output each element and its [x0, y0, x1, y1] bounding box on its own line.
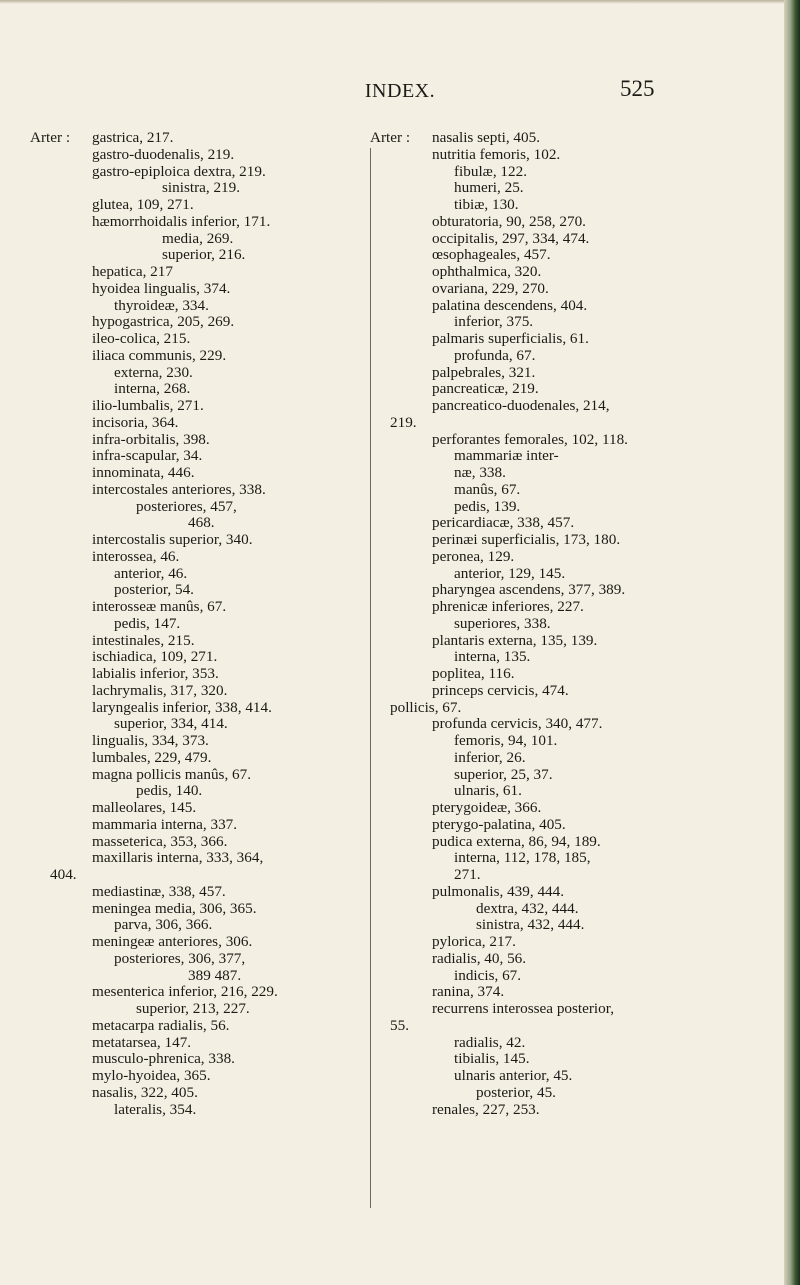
index-entry	[370, 214, 770, 231]
index-entry	[30, 934, 360, 951]
entry-text: obturatoria, 90, 258, 270.	[432, 212, 586, 230]
entry-text: nasalis, 322, 405.	[92, 1083, 198, 1101]
index-entry	[30, 834, 360, 851]
entry-text: indicis, 67.	[454, 966, 522, 984]
entry-text: laryngealis inferior, 338, 414.	[92, 698, 272, 716]
entry-text: meningeæ anteriores, 306.	[92, 933, 253, 950]
index-entry	[370, 917, 770, 934]
entry-text: ileo-colica, 215.	[92, 330, 191, 347]
index-entry	[30, 1051, 360, 1068]
entry-text: interna, 112, 178, 185,	[454, 849, 591, 867]
entry-text: infra-orbitalis, 398.	[92, 430, 210, 448]
index-entry	[370, 800, 770, 817]
entry-text: princeps cervicis, 474.	[432, 681, 569, 699]
entry-text: poplitea, 116.	[432, 665, 515, 682]
entry-text: ovariana, 229, 270.	[432, 279, 549, 297]
index-entry	[370, 197, 770, 214]
entry-text: masseterica, 353, 366.	[92, 832, 228, 850]
entry-text: pharyngea ascendens, 377, 389.	[432, 581, 626, 599]
index-entry	[370, 733, 770, 750]
entry-text: mediastinæ, 338, 457.	[92, 882, 226, 900]
index-entry	[30, 197, 360, 214]
index-entry	[370, 549, 770, 566]
entry-text: phrenicæ inferiores, 227.	[432, 598, 584, 615]
entry-text: renales, 227, 253.	[432, 1100, 540, 1118]
index-entry	[30, 281, 360, 298]
entry-text: œsophageales, 457.	[432, 246, 551, 264]
entry-text: næ, 338.	[454, 464, 506, 481]
entry-text: inferior, 375.	[454, 313, 534, 331]
entry-text: malleolares, 145.	[92, 799, 197, 816]
index-entry	[370, 231, 770, 248]
entry-text: intestinales, 215.	[92, 631, 195, 649]
index-entry	[30, 432, 360, 449]
index-entry	[30, 515, 360, 532]
index-entry	[30, 850, 360, 867]
index-entry	[30, 750, 360, 767]
entry-text: nasalis septi, 405.	[432, 129, 540, 146]
entry-text: inferior, 26.	[454, 748, 526, 766]
index-entry	[370, 1102, 770, 1119]
index-entry	[370, 482, 770, 499]
index-entry	[30, 365, 360, 382]
entry-text: superior, 216.	[162, 246, 246, 264]
index-entry	[30, 465, 360, 482]
entry-text: lingualis, 334, 373.	[92, 732, 209, 749]
entry-text: superiores, 338.	[454, 614, 551, 632]
index-entry	[30, 917, 360, 934]
index-entry	[30, 499, 360, 516]
index-entry	[30, 231, 360, 248]
index-entry	[30, 314, 360, 331]
index-entry	[30, 984, 360, 1001]
entry-text: ilio-lumbalis, 271.	[92, 397, 204, 414]
index-entry	[30, 649, 360, 666]
index-entry	[30, 448, 360, 465]
entry-text: ophthalmica, 320.	[432, 263, 542, 280]
index-entry	[370, 934, 770, 951]
entry-text: mesenterica inferior, 216, 229.	[92, 983, 278, 1001]
entry-text: 219.	[390, 413, 417, 431]
index-entry	[370, 448, 770, 465]
index-entry	[30, 130, 360, 147]
entry-text: pedis, 139.	[454, 497, 521, 515]
entry-text: metatarsea, 147.	[92, 1033, 192, 1051]
entry-text: pudica externa, 86, 94, 189.	[432, 832, 601, 850]
index-entry	[370, 649, 770, 666]
entry-text: tibialis, 145.	[454, 1050, 530, 1068]
entry-text: metacarpa radialis, 56.	[92, 1016, 230, 1034]
index-entry	[30, 331, 360, 348]
index-entry	[370, 901, 770, 918]
entry-text: perforantes femorales, 102, 118.	[432, 430, 628, 448]
entry-text: occipitalis, 297, 334, 474.	[432, 229, 590, 247]
index-entry	[30, 616, 360, 633]
entry-text: palatina descendens, 404.	[432, 296, 588, 314]
entry-text: pterygoideæ, 366.	[432, 799, 542, 816]
index-entry	[370, 348, 770, 365]
index-entry	[370, 716, 770, 733]
index-entry	[370, 147, 770, 164]
entry-text: gastro-duodenalis, 219.	[92, 145, 235, 163]
index-entry	[370, 180, 770, 197]
entry-text: posterior, 54.	[114, 581, 194, 599]
page-binding-edge	[784, 0, 800, 1285]
entry-heading: Arter :	[370, 129, 411, 146]
index-entry	[30, 1035, 360, 1052]
entry-text: innominata, 446.	[92, 464, 195, 481]
entry-text: ulnaris anterior, 45.	[454, 1067, 573, 1084]
index-entry	[370, 164, 770, 181]
entry-text: interna, 268.	[114, 380, 191, 398]
entry-text: interna, 135.	[454, 648, 531, 666]
entry-text: pterygo-palatina, 405.	[432, 815, 566, 833]
index-entry	[370, 783, 770, 800]
entry-text: lateralis, 354.	[114, 1100, 197, 1118]
entry-text: sinistra, 219.	[162, 179, 241, 197]
entry-text: superior, 334, 414.	[114, 715, 228, 733]
index-entry	[370, 834, 770, 851]
index-entry	[370, 683, 770, 700]
entry-text: pericardiacæ, 338, 457.	[432, 514, 575, 532]
entry-text: 271.	[454, 866, 481, 883]
index-entry	[30, 415, 360, 432]
index-entry	[30, 733, 360, 750]
entry-text: superior, 25, 37.	[454, 765, 553, 783]
entry-text: posteriores, 306, 377,	[114, 949, 246, 967]
entry-text: superior, 213, 227.	[136, 1000, 250, 1017]
index-entry	[30, 767, 360, 784]
index-entry	[30, 532, 360, 549]
entry-text: magna pollicis manûs, 67.	[92, 765, 252, 783]
entry-text: peronea, 129.	[432, 547, 515, 565]
entry-text: posterior, 45.	[476, 1083, 556, 1101]
index-entry	[30, 247, 360, 264]
entry-text: hyoidea lingualis, 374.	[92, 279, 231, 297]
page-number: 525	[620, 76, 655, 101]
index-entry	[370, 616, 770, 633]
entry-text: recurrens interossea posterior,	[432, 1000, 614, 1017]
index-entry	[30, 817, 360, 834]
entry-text: sinistra, 432, 444.	[476, 916, 585, 934]
entry-text: plantaris externa, 135, 139.	[432, 631, 598, 649]
index-entry	[370, 1068, 770, 1085]
entry-text: externa, 230.	[114, 363, 193, 381]
index-entry	[30, 1001, 360, 1018]
entry-text: meningea media, 306, 365.	[92, 899, 257, 917]
index-entry	[370, 1035, 770, 1052]
page-top-edge	[0, 0, 800, 4]
index-entry	[30, 783, 360, 800]
index-entry	[30, 1018, 360, 1035]
entry-text: ischiadica, 109, 271.	[92, 648, 218, 666]
entry-text: pedis, 140.	[136, 782, 203, 800]
index-entry	[30, 599, 360, 616]
index-entry	[30, 566, 360, 583]
index-entry	[370, 666, 770, 683]
entry-text: pollicis, 67.	[390, 698, 462, 716]
index-entry	[30, 398, 360, 415]
entry-text: pylorica, 217.	[432, 933, 516, 950]
index-entry	[30, 180, 360, 197]
entry-text: mammariæ inter-	[454, 447, 559, 465]
entry-text: mammaria interna, 337.	[92, 815, 238, 833]
index-entry	[370, 314, 770, 331]
index-entry	[30, 549, 360, 566]
index-entry	[370, 264, 770, 281]
index-entry	[370, 499, 770, 516]
index-entry	[370, 884, 770, 901]
entry-heading: Arter :	[30, 129, 71, 146]
page-title: INDEX.	[364, 80, 436, 102]
entry-text: incisoria, 364.	[92, 413, 179, 431]
index-entry	[370, 398, 770, 415]
entry-text: interossea, 46.	[92, 547, 180, 565]
entry-text: manûs, 67.	[454, 480, 521, 498]
entry-text: 389 487.	[188, 966, 242, 984]
entry-text: gastro-epiploica dextra, 219.	[92, 162, 266, 180]
index-entry	[30, 683, 360, 700]
index-entry	[370, 381, 770, 398]
index-entry	[370, 432, 770, 449]
entry-text: nutritia femoris, 102.	[432, 145, 561, 163]
entry-text: posteriores, 457,	[136, 497, 237, 515]
index-entry	[370, 1051, 770, 1068]
entry-text: 55.	[390, 1016, 409, 1034]
index-entry	[370, 365, 770, 382]
entry-text: radialis, 42.	[454, 1033, 526, 1051]
entry-text: lumbales, 229, 479.	[92, 748, 212, 766]
index-entry	[370, 465, 770, 482]
entry-text: parva, 306, 366.	[114, 916, 213, 934]
entry-text: hypogastrica, 205, 269.	[92, 313, 235, 331]
entry-text: media, 269.	[162, 229, 234, 247]
entry-text: humeri, 25.	[454, 179, 524, 197]
index-entry	[30, 214, 360, 231]
index-entry	[370, 532, 770, 549]
index-entry	[370, 750, 770, 767]
entry-text: 404.	[50, 866, 77, 883]
index-entry	[30, 164, 360, 181]
index-entry	[370, 951, 770, 968]
index-entry	[370, 984, 770, 1001]
index-entry	[30, 867, 360, 884]
index-entry	[370, 867, 770, 884]
index-entry	[370, 582, 770, 599]
index-entry	[30, 147, 360, 164]
index-entry	[370, 700, 770, 717]
entry-text: lachrymalis, 317, 320.	[92, 681, 228, 699]
index-entry	[30, 700, 360, 717]
index-entry	[370, 817, 770, 834]
index-entry	[30, 633, 360, 650]
index-entry	[30, 1085, 360, 1102]
index-entry	[370, 298, 770, 315]
index-column-left	[30, 130, 360, 1118]
index-entry	[30, 1102, 360, 1119]
entry-text: gastrica, 217.	[92, 129, 174, 146]
index-entry	[370, 281, 770, 298]
index-entry	[30, 298, 360, 315]
index-entry	[30, 716, 360, 733]
entry-text: radialis, 40, 56.	[432, 949, 527, 967]
index-entry	[30, 582, 360, 599]
entry-text: hepatica, 217	[92, 263, 173, 280]
entry-text: femoris, 94, 101.	[454, 732, 558, 749]
index-entry	[370, 331, 770, 348]
entry-text: glutea, 109, 271.	[92, 196, 194, 213]
entry-text: profunda, 67.	[454, 346, 536, 364]
entry-text: fibulæ, 122.	[454, 162, 527, 180]
entry-text: anterior, 129, 145.	[454, 564, 566, 582]
index-entry	[30, 884, 360, 901]
entry-text: profunda cervicis, 340, 477.	[432, 715, 603, 733]
index-entry	[370, 1085, 770, 1102]
index-entry	[370, 566, 770, 583]
index-entry	[30, 666, 360, 683]
index-entry	[30, 264, 360, 281]
entry-text: palmaris superficialis, 61.	[432, 330, 589, 347]
index-entry	[370, 415, 770, 432]
entry-text: mylo-hyoidea, 365.	[92, 1067, 211, 1084]
entry-text: pedis, 147.	[114, 614, 181, 632]
entry-text: pancreaticæ, 219.	[432, 380, 539, 398]
entry-text: palpebrales, 321.	[432, 363, 536, 381]
index-entry	[370, 599, 770, 616]
entry-text: thyroideæ, 334.	[114, 296, 209, 314]
entry-text: pancreatico-duodenales, 214,	[432, 397, 610, 414]
entry-text: tibiæ, 130.	[454, 196, 519, 213]
index-entry	[370, 130, 770, 147]
index-column-right	[370, 130, 770, 1118]
index-entry	[370, 633, 770, 650]
entry-text: intercostales anteriores, 338.	[92, 480, 266, 498]
index-entry	[370, 767, 770, 784]
index-entry	[30, 800, 360, 817]
entry-text: ulnaris, 61.	[454, 782, 522, 800]
entry-text: 468.	[188, 514, 215, 532]
entry-text: interosseæ manûs, 67.	[92, 598, 227, 615]
entry-text: anterior, 46.	[114, 564, 188, 582]
index-entry	[30, 901, 360, 918]
entry-text: maxillaris interna, 333, 364,	[92, 849, 264, 867]
index-entry	[370, 850, 770, 867]
index-entry	[370, 968, 770, 985]
entry-text: iliaca communis, 229.	[92, 346, 227, 364]
index-entry	[30, 381, 360, 398]
index-entry	[370, 247, 770, 264]
entry-text: infra-scapular, 34.	[92, 447, 203, 465]
entry-text: pulmonalis, 439, 444.	[432, 882, 565, 900]
index-entry	[30, 968, 360, 985]
index-entry	[30, 348, 360, 365]
index-entry	[370, 515, 770, 532]
entry-text: labialis inferior, 353.	[92, 665, 219, 682]
index-entry	[30, 951, 360, 968]
entry-text: ranina, 374.	[432, 983, 505, 1001]
index-entry	[370, 1018, 770, 1035]
entry-text: dextra, 432, 444.	[476, 899, 579, 917]
entry-text: intercostalis superior, 340.	[92, 531, 253, 548]
index-entry	[30, 482, 360, 499]
entry-text: musculo-phrenica, 338.	[92, 1050, 235, 1068]
entry-text: perinæi superficialis, 173, 180.	[432, 531, 621, 548]
entry-text: hæmorrhoidalis inferior, 171.	[92, 212, 271, 230]
index-entry	[30, 1068, 360, 1085]
index-entry	[370, 1001, 770, 1018]
